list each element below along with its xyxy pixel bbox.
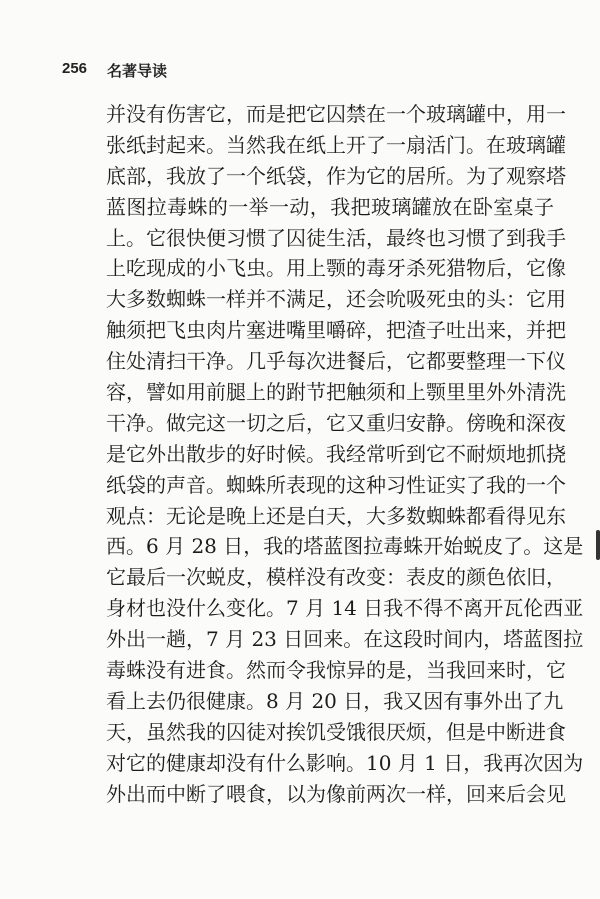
text-line: 纸袋的声音。蜘蛛所表现的这种习性证实了我的一个: [106, 472, 566, 497]
text-line: 蓝图拉毒蛛的一举一动，我把玻璃罐放在卧室桌子: [106, 194, 554, 219]
body-text: [106, 99, 584, 809]
text-line: 张纸封起来。当然我在纸上开了一扇活门。在玻璃罐: [106, 132, 566, 157]
text-line: 上吃现成的小飞虫。用上颚的毒牙杀死猎物后，它像: [106, 256, 566, 281]
text-line: 外出而中断了喂食，以为像前两次一样，回来后会见: [106, 781, 566, 806]
text-line: 大多数蜘蛛一样并不满足，还会吮吸死虫的头：它用: [106, 287, 566, 312]
text-line: 天，虽然我的囚徒对挨饥受饿很厌烦，但是中断进食: [106, 719, 566, 744]
text-line: 触须把飞虫肉片塞进嘴里嚼碎，把渣子吐出来，并把: [106, 318, 566, 343]
text-line: 身材也没什么变化。7 月 14 日我不得不离开瓦伦西亚: [106, 596, 584, 621]
text-line: 是它外出散步的好时候。我经常听到它不耐烦地抓挠: [106, 441, 566, 466]
text-line: 对它的健康却没有什么影响。10 月 1 日，我再次因为: [106, 750, 584, 775]
text-line: 看上去仍很健康。8 月 20 日，我又因有事外出了九: [106, 688, 564, 713]
text-line: 住处清扫干净。几乎每次进餐后，它都要整理一下仪: [106, 349, 566, 374]
text-line: 并没有伤害它，而是把它囚禁在一个玻璃罐中，用一: [106, 102, 566, 126]
text-line: 上。它很快便习惯了囚徒生活，最终也习惯了到我手: [106, 225, 566, 250]
text-line: 干净。做完这一切之后，它又重归安静。傍晚和深夜: [106, 410, 566, 435]
book-title: 名著导读: [107, 63, 168, 80]
text-line: 它最后一次蜕皮，模样没有改变：表皮的颜色依旧，: [106, 565, 566, 590]
text-line: 毒蛛没有进食。然而令我惊异的是，当我回来时，它: [106, 658, 566, 683]
text-line: 容，譬如用前腿上的跗节把触须和上颚里里外外清洗: [106, 380, 566, 405]
text-line: 观点：无论是晚上还是白天，大多数蜘蛛都看得见东: [106, 503, 566, 528]
page-edge-mark: [596, 530, 600, 560]
text-line: 底部，我放了一个纸袋，作为它的居所。为了观察塔: [106, 163, 566, 188]
page-number: 256: [62, 60, 88, 77]
text-line: 外出一趟，7 月 23 日回来。在这段时间内，塔蓝图拉: [106, 627, 584, 652]
text-line: 西。6 月 28 日，我的塔蓝图拉毒蛛开始蜕皮了。这是: [106, 534, 584, 559]
